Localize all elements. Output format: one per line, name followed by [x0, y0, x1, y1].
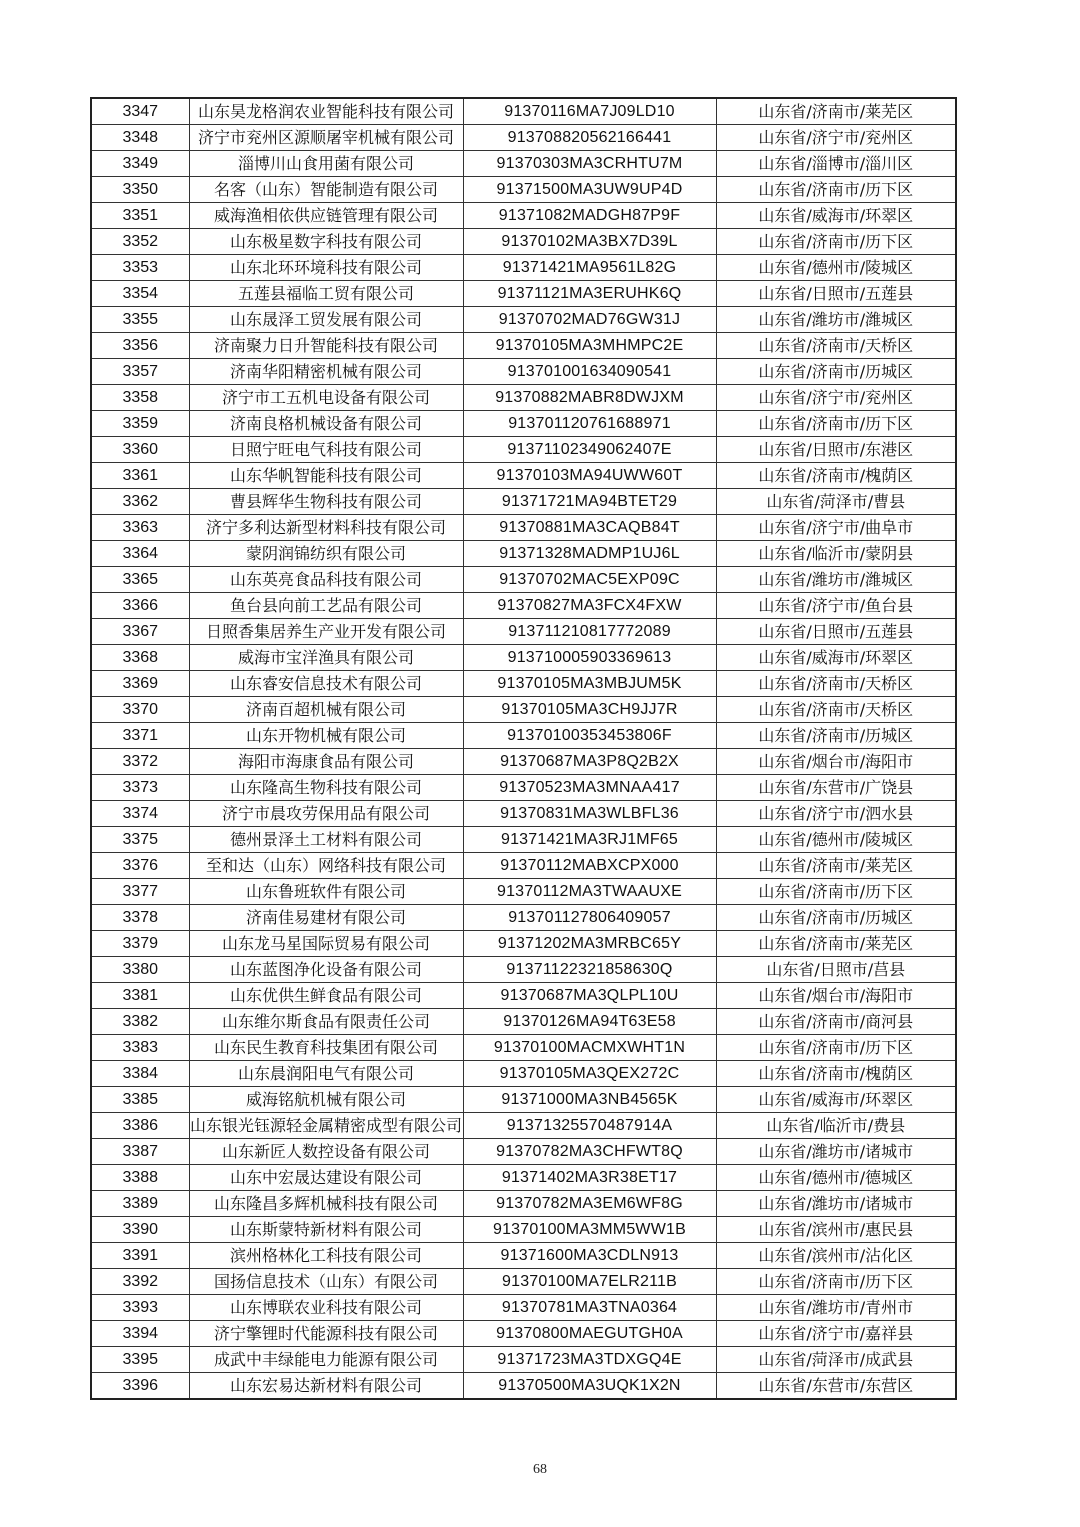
serial-number-cell: 3394: [91, 1321, 189, 1347]
serial-number-cell: 3351: [91, 203, 189, 229]
company-name-cell: 蒙阴润锦纺织有限公司: [189, 541, 463, 567]
credit-code-cell: 91370500MA3UQK1X2N: [463, 1373, 716, 1400]
credit-code-cell: 91371121MA3ERUHK6Q: [463, 281, 716, 307]
credit-code-cell: 91371421MA9561L82G: [463, 255, 716, 281]
company-name-cell: 日照宁旺电气科技有限公司: [189, 437, 463, 463]
region-cell: 山东省/潍坊市/潍城区: [716, 567, 956, 593]
serial-number-cell: 3364: [91, 541, 189, 567]
region-cell: 山东省/济南市/天桥区: [716, 333, 956, 359]
company-name-cell: 海阳市海康食品有限公司: [189, 749, 463, 775]
credit-code-cell: 91370105MA3MHMPC2E: [463, 333, 716, 359]
credit-code-cell: 91370112MA3TWAAUXE: [463, 879, 716, 905]
table-row: [91, 957, 956, 983]
region-cell: 山东省/济南市/莱芜区: [716, 98, 956, 125]
company-name-cell: 山东中宏晟达建设有限公司: [189, 1165, 463, 1191]
credit-code-cell: 91370882MABR8DWJXM: [463, 385, 716, 411]
table-row: [91, 645, 956, 671]
company-name-cell: 山东龙马星国际贸易有限公司: [189, 931, 463, 957]
table-row: [91, 437, 956, 463]
company-name-cell: 国扬信息技术（山东）有限公司: [189, 1269, 463, 1295]
serial-number-cell: 3350: [91, 177, 189, 203]
serial-number-cell: 3367: [91, 619, 189, 645]
table-row: [91, 697, 956, 723]
credit-code-cell: 913701127806409057: [463, 905, 716, 931]
credit-code-cell: 91370831MA3WLBFL36: [463, 801, 716, 827]
serial-number-cell: 3374: [91, 801, 189, 827]
company-name-cell: 山东昊龙格润农业智能科技有限公司: [189, 98, 463, 125]
table-row: [91, 1347, 956, 1373]
region-cell: 山东省/日照市/东港区: [716, 437, 956, 463]
company-name-cell: 山东宏易达新材料有限公司: [189, 1373, 463, 1400]
credit-code-cell: 91370781MA3TNA0364: [463, 1295, 716, 1321]
region-cell: 山东省/济南市/莱芜区: [716, 853, 956, 879]
serial-number-cell: 3376: [91, 853, 189, 879]
region-cell: 山东省/济南市/历下区: [716, 411, 956, 437]
credit-code-cell: 91370102MA3BX7D39L: [463, 229, 716, 255]
company-name-cell: 山东开物机械有限公司: [189, 723, 463, 749]
credit-code-cell: 91370827MA3FCX4FXW: [463, 593, 716, 619]
credit-code-cell: 91370687MA3QLPL10U: [463, 983, 716, 1009]
region-cell: 山东省/济南市/莱芜区: [716, 931, 956, 957]
credit-code-cell: 91371328MADMP1UJ6L: [463, 541, 716, 567]
table-row: [91, 489, 956, 515]
region-cell: 山东省/东营市/广饶县: [716, 775, 956, 801]
region-cell: 山东省/济南市/历下区: [716, 229, 956, 255]
table-row: [91, 203, 956, 229]
region-cell: 山东省/济南市/天桥区: [716, 671, 956, 697]
table-row: [91, 1243, 956, 1269]
credit-code-cell: 91370126MA94T63E58: [463, 1009, 716, 1035]
serial-number-cell: 3361: [91, 463, 189, 489]
table-row: [91, 905, 956, 931]
table-row: [91, 385, 956, 411]
company-name-cell: 山东极星数字科技有限公司: [189, 229, 463, 255]
table-row: [91, 1217, 956, 1243]
table-row: [91, 1035, 956, 1061]
credit-code-cell: 91370105MA3QEX272C: [463, 1061, 716, 1087]
credit-code-cell: 913710005903369613: [463, 645, 716, 671]
serial-number-cell: 3371: [91, 723, 189, 749]
table-row: [91, 229, 956, 255]
serial-number-cell: 3387: [91, 1139, 189, 1165]
serial-number-cell: 3391: [91, 1243, 189, 1269]
region-cell: 山东省/德州市/陵城区: [716, 255, 956, 281]
region-cell: 山东省/潍坊市/诸城市: [716, 1191, 956, 1217]
credit-code-cell: 91370112MABXCPX000: [463, 853, 716, 879]
region-cell: 山东省/济南市/历城区: [716, 723, 956, 749]
serial-number-cell: 3352: [91, 229, 189, 255]
serial-number-cell: 3349: [91, 151, 189, 177]
region-cell: 山东省/潍坊市/青州市: [716, 1295, 956, 1321]
region-cell: 山东省/临沂市/费县: [716, 1113, 956, 1139]
serial-number-cell: 3378: [91, 905, 189, 931]
credit-code-cell: 91370100353453806F: [463, 723, 716, 749]
company-name-cell: 山东晨润阳电气有限公司: [189, 1061, 463, 1087]
credit-code-cell: 91370100MA7ELR211B: [463, 1269, 716, 1295]
table-row: [91, 515, 956, 541]
region-cell: 山东省/济南市/历城区: [716, 905, 956, 931]
credit-code-cell: 91371402MA3R38ET17: [463, 1165, 716, 1191]
table-row: [91, 853, 956, 879]
table-row: [91, 723, 956, 749]
company-name-cell: 济南聚力日升智能科技有限公司: [189, 333, 463, 359]
region-cell: 山东省/济南市/历下区: [716, 1269, 956, 1295]
table-row: [91, 1113, 956, 1139]
table-row: [91, 749, 956, 775]
table-row: [91, 281, 956, 307]
region-cell: 山东省/济南市/槐荫区: [716, 463, 956, 489]
serial-number-cell: 3368: [91, 645, 189, 671]
region-cell: 山东省/菏泽市/曹县: [716, 489, 956, 515]
serial-number-cell: 3353: [91, 255, 189, 281]
region-cell: 山东省/济南市/商河县: [716, 1009, 956, 1035]
company-name-cell: 济宁市兖州区源顺屠宰机械有限公司: [189, 125, 463, 151]
serial-number-cell: 3385: [91, 1087, 189, 1113]
serial-number-cell: 3382: [91, 1009, 189, 1035]
table-row: [91, 1191, 956, 1217]
region-cell: 山东省/济南市/槐荫区: [716, 1061, 956, 1087]
region-cell: 山东省/济南市/历城区: [716, 359, 956, 385]
table-row: [91, 1009, 956, 1035]
serial-number-cell: 3390: [91, 1217, 189, 1243]
company-name-cell: 成武中丰绿能电力能源有限公司: [189, 1347, 463, 1373]
credit-code-cell: 91371122321858630Q: [463, 957, 716, 983]
credit-code-cell: 91370105MA3MBJUM5K: [463, 671, 716, 697]
company-name-cell: 济宁市晨攻劳保用品有限公司: [189, 801, 463, 827]
table-row: [91, 255, 956, 281]
table-row: [91, 983, 956, 1009]
table-row: [91, 1269, 956, 1295]
company-name-cell: 济宁市工五机电设备有限公司: [189, 385, 463, 411]
credit-code-cell: 91370702MAD76GW31J: [463, 307, 716, 333]
table-row: [91, 1061, 956, 1087]
region-cell: 山东省/济宁市/泗水县: [716, 801, 956, 827]
credit-code-cell: 91371500MA3UW9UP4D: [463, 177, 716, 203]
table-row: [91, 1139, 956, 1165]
table-row: [91, 567, 956, 593]
table-row: [91, 463, 956, 489]
serial-number-cell: 3358: [91, 385, 189, 411]
credit-code-cell: 91370105MA3CH9JJ7R: [463, 697, 716, 723]
region-cell: 山东省/临沂市/蒙阴县: [716, 541, 956, 567]
company-name-cell: 济宁多利达新型材料科技有限公司: [189, 515, 463, 541]
region-cell: 山东省/济南市/历下区: [716, 1035, 956, 1061]
company-name-cell: 山东新匠人数控设备有限公司: [189, 1139, 463, 1165]
company-name-cell: 山东英亮食品科技有限公司: [189, 567, 463, 593]
company-name-cell: 威海市宝洋渔具有限公司: [189, 645, 463, 671]
credit-code-cell: 91371600MA3CDLN913: [463, 1243, 716, 1269]
region-cell: 山东省/德州市/陵城区: [716, 827, 956, 853]
credit-code-cell: 913701120761688971: [463, 411, 716, 437]
table-row: [91, 931, 956, 957]
table-row: [91, 619, 956, 645]
table-row: [91, 671, 956, 697]
region-cell: 山东省/济南市/历下区: [716, 879, 956, 905]
table-row: [91, 359, 956, 385]
serial-number-cell: 3372: [91, 749, 189, 775]
company-name-cell: 山东隆高生物科技有限公司: [189, 775, 463, 801]
credit-code-cell: 913708820562166441: [463, 125, 716, 151]
serial-number-cell: 3395: [91, 1347, 189, 1373]
region-cell: 山东省/济宁市/嘉祥县: [716, 1321, 956, 1347]
table-row: [91, 307, 956, 333]
table-row: [91, 333, 956, 359]
serial-number-cell: 3375: [91, 827, 189, 853]
company-table: [90, 97, 957, 1400]
company-name-cell: 济南百超机械有限公司: [189, 697, 463, 723]
serial-number-cell: 3357: [91, 359, 189, 385]
credit-code-cell: 91370100MA3MM5WW1B: [463, 1217, 716, 1243]
serial-number-cell: 3370: [91, 697, 189, 723]
serial-number-cell: 3373: [91, 775, 189, 801]
credit-code-cell: 91371102349062407E: [463, 437, 716, 463]
table-row: [91, 775, 956, 801]
serial-number-cell: 3381: [91, 983, 189, 1009]
table-row: [91, 801, 956, 827]
credit-code-cell: 91370116MA7J09LD10: [463, 98, 716, 125]
company-name-cell: 日照香集居养生产业开发有限公司: [189, 619, 463, 645]
region-cell: 山东省/滨州市/惠民县: [716, 1217, 956, 1243]
serial-number-cell: 3379: [91, 931, 189, 957]
serial-number-cell: 3383: [91, 1035, 189, 1061]
company-name-cell: 山东银光钰源轻金属精密成型有限公司: [189, 1113, 463, 1139]
credit-code-cell: 91371202MA3MRBC65Y: [463, 931, 716, 957]
company-name-cell: 威海渔相依供应链管理有限公司: [189, 203, 463, 229]
table-row: [91, 593, 956, 619]
credit-code-cell: 91370702MAC5EXP09C: [463, 567, 716, 593]
table-row: [91, 411, 956, 437]
region-cell: 山东省/济宁市/兖州区: [716, 125, 956, 151]
company-name-cell: 山东华帆智能科技有限公司: [189, 463, 463, 489]
company-name-cell: 山东维尔斯食品有限责任公司: [189, 1009, 463, 1035]
serial-number-cell: 3360: [91, 437, 189, 463]
credit-code-cell: 91370782MA3CHFWT8Q: [463, 1139, 716, 1165]
table-row: [91, 1295, 956, 1321]
table-row: [91, 1373, 956, 1400]
region-cell: 山东省/济南市/天桥区: [716, 697, 956, 723]
serial-number-cell: 3396: [91, 1373, 189, 1400]
table-row: [91, 151, 956, 177]
serial-number-cell: 3356: [91, 333, 189, 359]
table-row: [91, 1321, 956, 1347]
company-name-cell: 济宁擎锂时代能源科技有限公司: [189, 1321, 463, 1347]
credit-code-cell: 91370881MA3CAQB84T: [463, 515, 716, 541]
region-cell: 山东省/烟台市/海阳市: [716, 749, 956, 775]
serial-number-cell: 3388: [91, 1165, 189, 1191]
region-cell: 山东省/济宁市/兖州区: [716, 385, 956, 411]
company-name-cell: 山东民生教育科技集团有限公司: [189, 1035, 463, 1061]
serial-number-cell: 3359: [91, 411, 189, 437]
company-name-cell: 山东斯蒙特新材料有限公司: [189, 1217, 463, 1243]
company-name-cell: 德州景泽土工材料有限公司: [189, 827, 463, 853]
serial-number-cell: 3362: [91, 489, 189, 515]
serial-number-cell: 3355: [91, 307, 189, 333]
serial-number-cell: 3392: [91, 1269, 189, 1295]
company-name-cell: 五莲县福临工贸有限公司: [189, 281, 463, 307]
region-cell: 山东省/威海市/环翠区: [716, 1087, 956, 1113]
region-cell: 山东省/滨州市/沾化区: [716, 1243, 956, 1269]
serial-number-cell: 3354: [91, 281, 189, 307]
region-cell: 山东省/济宁市/曲阜市: [716, 515, 956, 541]
serial-number-cell: 3369: [91, 671, 189, 697]
credit-code-cell: 91371325570487914A: [463, 1113, 716, 1139]
region-cell: 山东省/潍坊市/诸城市: [716, 1139, 956, 1165]
page-number: 68: [533, 1462, 547, 1477]
table-row: [91, 1087, 956, 1113]
region-cell: 山东省/东营市/东营区: [716, 1373, 956, 1400]
region-cell: 山东省/日照市/五莲县: [716, 281, 956, 307]
company-name-cell: 淄博川山食用菌有限公司: [189, 151, 463, 177]
serial-number-cell: 3384: [91, 1061, 189, 1087]
table-row: [91, 125, 956, 151]
region-cell: 山东省/济宁市/鱼台县: [716, 593, 956, 619]
table-row: [91, 1165, 956, 1191]
region-cell: 山东省/潍坊市/潍城区: [716, 307, 956, 333]
region-cell: 山东省/日照市/莒县: [716, 957, 956, 983]
company-name-cell: 山东优供生鲜食品有限公司: [189, 983, 463, 1009]
region-cell: 山东省/济南市/历下区: [716, 177, 956, 203]
serial-number-cell: 3393: [91, 1295, 189, 1321]
serial-number-cell: 3363: [91, 515, 189, 541]
credit-code-cell: 913701001634090541: [463, 359, 716, 385]
company-name-cell: 滨州格林化工科技有限公司: [189, 1243, 463, 1269]
serial-number-cell: 3366: [91, 593, 189, 619]
company-name-cell: 山东睿安信息技术有限公司: [189, 671, 463, 697]
serial-number-cell: 3347: [91, 98, 189, 125]
company-name-cell: 山东北环环境科技有限公司: [189, 255, 463, 281]
company-name-cell: 山东晟泽工贸发展有限公司: [189, 307, 463, 333]
table-row: [91, 879, 956, 905]
region-cell: 山东省/威海市/环翠区: [716, 645, 956, 671]
serial-number-cell: 3365: [91, 567, 189, 593]
serial-number-cell: 3386: [91, 1113, 189, 1139]
credit-code-cell: 91371000MA3NB4565K: [463, 1087, 716, 1113]
region-cell: 山东省/德州市/德城区: [716, 1165, 956, 1191]
company-name-cell: 济南佳易建材有限公司: [189, 905, 463, 931]
credit-code-cell: 91370100MACMXWHT1N: [463, 1035, 716, 1061]
credit-code-cell: 91370800MAEGUTGH0A: [463, 1321, 716, 1347]
region-cell: 山东省/淄博市/淄川区: [716, 151, 956, 177]
credit-code-cell: 91370687MA3P8Q2B2X: [463, 749, 716, 775]
region-cell: 山东省/日照市/五莲县: [716, 619, 956, 645]
company-name-cell: 山东蓝图净化设备有限公司: [189, 957, 463, 983]
credit-code-cell: 91371082MADGH87P9F: [463, 203, 716, 229]
company-name-cell: 至和达（山东）网络科技有限公司: [189, 853, 463, 879]
credit-code-cell: 91370103MA94UWW60T: [463, 463, 716, 489]
company-name-cell: 鱼台县向前工艺品有限公司: [189, 593, 463, 619]
credit-code-cell: 913711210817772089: [463, 619, 716, 645]
region-cell: 山东省/威海市/环翠区: [716, 203, 956, 229]
serial-number-cell: 3380: [91, 957, 189, 983]
credit-code-cell: 91371421MA3RJ1MF65: [463, 827, 716, 853]
company-name-cell: 山东隆昌多辉机械科技有限公司: [189, 1191, 463, 1217]
company-name-cell: 名客（山东）智能制造有限公司: [189, 177, 463, 203]
serial-number-cell: 3377: [91, 879, 189, 905]
table-row: [91, 541, 956, 567]
region-cell: 山东省/菏泽市/成武县: [716, 1347, 956, 1373]
region-cell: 山东省/烟台市/海阳市: [716, 983, 956, 1009]
credit-code-cell: 91370782MA3EM6WF8G: [463, 1191, 716, 1217]
company-name-cell: 山东鲁班软件有限公司: [189, 879, 463, 905]
serial-number-cell: 3348: [91, 125, 189, 151]
table-row: [91, 177, 956, 203]
company-name-cell: 曹县辉华生物科技有限公司: [189, 489, 463, 515]
serial-number-cell: 3389: [91, 1191, 189, 1217]
credit-code-cell: 91371721MA94BTET29: [463, 489, 716, 515]
table-body: [91, 98, 956, 1399]
company-name-cell: 济南华阳精密机械有限公司: [189, 359, 463, 385]
credit-code-cell: 91371723MA3TDXGQ4E: [463, 1347, 716, 1373]
table-row: [91, 98, 956, 125]
company-name-cell: 山东博联农业科技有限公司: [189, 1295, 463, 1321]
company-name-cell: 威海铭航机械有限公司: [189, 1087, 463, 1113]
credit-code-cell: 91370523MA3MNAA417: [463, 775, 716, 801]
table-row: [91, 827, 956, 853]
company-name-cell: 济南良格机械设备有限公司: [189, 411, 463, 437]
credit-code-cell: 91370303MA3CRHTU7M: [463, 151, 716, 177]
